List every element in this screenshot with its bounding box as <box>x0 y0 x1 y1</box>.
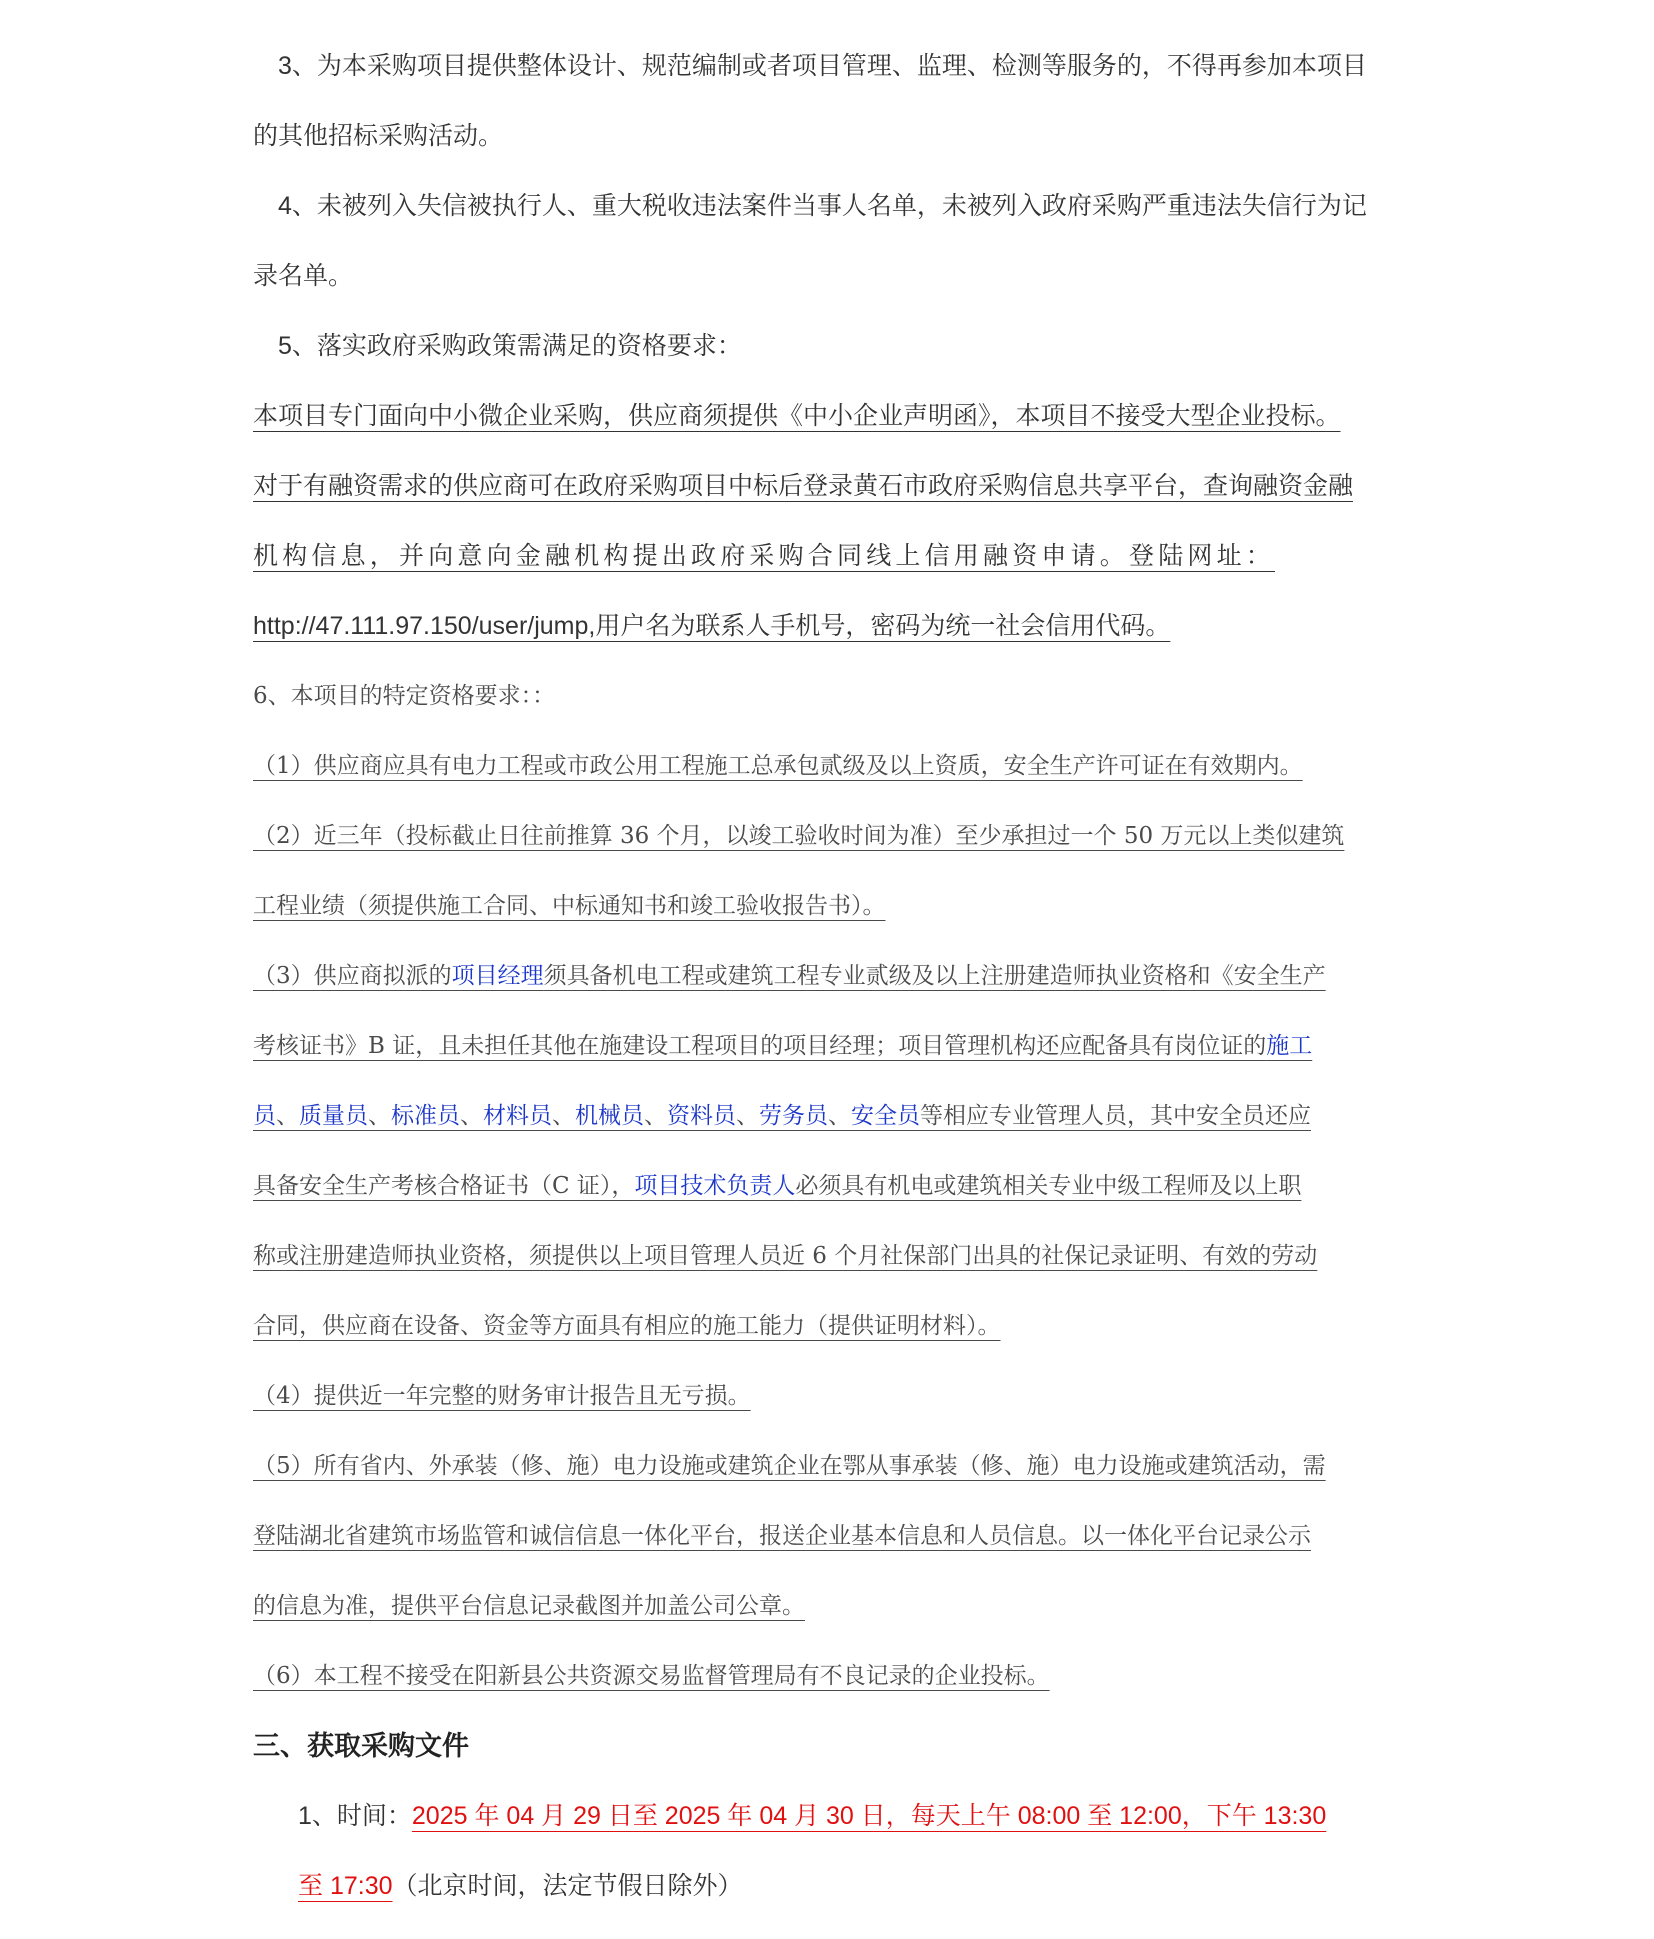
req-3-line-6: 合同，供应商在设备、资金等方面具有相应的施工能力（提供证明材料）。 <box>253 1313 1001 1339</box>
link-construction-staff-cont[interactable]: 员 <box>253 1103 276 1129</box>
time-end: 至 17:30 <box>298 1872 393 1900</box>
link-materials-officer[interactable]: 材料员 <box>483 1103 552 1129</box>
time-label: 1、时间： <box>298 1802 412 1830</box>
separator: 、 <box>276 1103 299 1129</box>
separator: 、 <box>368 1103 391 1129</box>
link-records-officer[interactable]: 资料员 <box>667 1103 736 1129</box>
req-3-line-1-text-a: （3）供应商拟派的 <box>253 963 452 989</box>
req-3-line-4 <box>253 1166 1301 1206</box>
clause-3-line-1: 3、为本采购项目提供整体设计、规范编制或者项目管理、监理、检测等服务的，不得再参加本项目 <box>278 52 1367 80</box>
link-labor-officer[interactable]: 劳务员 <box>759 1103 828 1129</box>
separator: 、 <box>736 1103 759 1129</box>
req-5-line-1: （5）所有省内、外承装（修、施）电力设施或建筑企业在鄂从事承装（修、施）电力设施或建筑活动，需 <box>253 1453 1326 1479</box>
clause-5-line-2: 本项目专门面向中小微企业采购，供应商须提供《中小企业声明函》，本项目不接受大型企业投标。 <box>253 402 1341 430</box>
req-2-line-2: 工程业绩（须提供施工合同、中标通知书和竣工验收报告书）。 <box>253 893 886 919</box>
req-3-line-2 <box>253 1026 1312 1066</box>
clause-5-title: 5、落实政府采购政策需满足的资格要求： <box>278 332 742 360</box>
req-2-line-1: （2）近三年（投标截止日往前推算 36 个月，以竣工验收时间为准）至少承担过一个 50 万元以上类似建筑 <box>253 823 1345 849</box>
time-line-2 <box>298 1866 743 1906</box>
req-5-line-3: 的信息为准，提供平台信息记录截图并加盖公司公章。 <box>253 1593 805 1619</box>
req-3-line-4-text-b: 必须具有机电或建筑相关专业中级工程师及以上职 <box>795 1173 1302 1199</box>
link-project-manager[interactable]: 项目经理 <box>451 963 544 989</box>
req-3-line-1-text-b: 须具备机电工程或建筑工程专业贰级及以上注册建造师执业资格和《安全生产 <box>543 963 1326 989</box>
clause-4-line-2: 录名单。 <box>253 262 354 290</box>
clause-5-url-line: http://47.111.97.150/user/jump,用户名为联系人手机号，密码为统一社会信用代码。 <box>253 612 1171 640</box>
time-line-1 <box>298 1796 1326 1836</box>
clause-3-line-2: 的其他招标采购活动。 <box>253 122 504 150</box>
req-3-line-4-text-a: 具备安全生产考核合格证书（C 证）， <box>253 1173 635 1199</box>
separator: 、 <box>644 1103 667 1129</box>
separator: 、 <box>552 1103 575 1129</box>
req-3-line-3-text: 等相应专业管理人员，其中安全员还应 <box>920 1103 1311 1129</box>
clause-5-line-4: 机构信息，并向意向金融机构提出政府采购合同线上信用融资申请。登陆网址： <box>253 542 1276 570</box>
time-note: （北京时间，法定节假日除外） <box>392 1872 743 1900</box>
req-3-line-2-text-a: 考核证书》B 证，且未担任其他在施建设工程项目的项目经理；项目管理机构还应配备具有岗位证的 <box>253 1033 1267 1059</box>
req-6: （6）本工程不接受在阳新县公共资源交易监督管理局有不良记录的企业投标。 <box>253 1663 1050 1689</box>
req-3-line-3 <box>253 1096 1311 1136</box>
req-1: （1）供应商应具有电力工程或市政公用工程施工总承包贰级及以上资质，安全生产许可证在有效期内。 <box>253 753 1303 779</box>
req-4: （4）提供近一年完整的财务审计报告且无亏损。 <box>253 1383 751 1409</box>
time-range: 2025 年 04 月 29 日至 2025 年 04 月 30 日，每天上午 08:00 至 12:00，下午 13:30 <box>411 1802 1327 1830</box>
clause-4-line-1: 4、未被列入失信被执行人、重大税收违法案件当事人名单，未被列入政府采购严重违法失信行为记 <box>278 192 1367 220</box>
req-5-line-2: 登陆湖北省建筑市场监管和诚信信息一体化平台，报送企业基本信息和人员信息。以一体化平台记录公示 <box>253 1523 1311 1549</box>
clause-6-title: 6、本项目的特定资格要求：： <box>253 683 556 709</box>
link-standards-officer[interactable]: 标准员 <box>391 1103 460 1129</box>
req-3-line-1 <box>253 956 1326 996</box>
section-heading-obtain-documents: 三、获取采购文件 <box>253 1731 469 1761</box>
link-safety-officer[interactable]: 安全员 <box>851 1103 920 1129</box>
link-technical-lead[interactable]: 项目技术负责人 <box>634 1173 796 1199</box>
separator: 、 <box>460 1103 483 1129</box>
link-machinery-officer[interactable]: 机械员 <box>575 1103 644 1129</box>
link-construction-staff[interactable]: 施工 <box>1266 1033 1313 1059</box>
clause-5-line-3: 对于有融资需求的供应商可在政府采购项目中标后登录黄石市政府采购信息共享平台，查询融资金融 <box>253 472 1354 500</box>
req-3-line-5: 称或注册建造师执业资格，须提供以上项目管理人员近 6 个月社保部门出具的社保记录证明、有效的劳动 <box>253 1243 1318 1269</box>
link-quality-officer[interactable]: 质量员 <box>299 1103 368 1129</box>
separator: 、 <box>828 1103 851 1129</box>
